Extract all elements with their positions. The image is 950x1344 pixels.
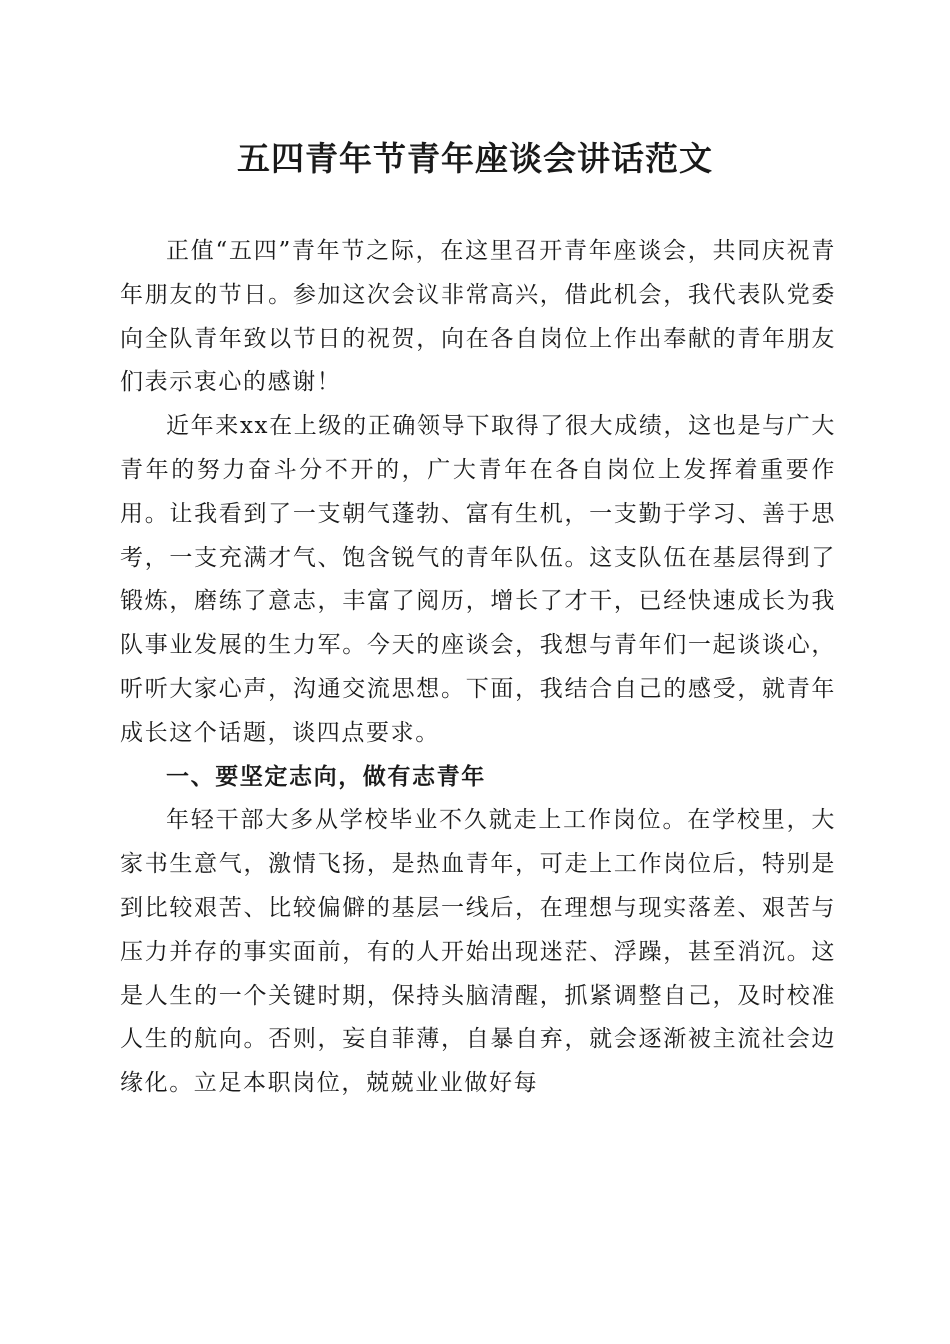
paragraph-section-1: 年轻干部大多从学校毕业不久就走上工作岗位。在学校里，大家书生意气，激情飞扬，是热血青年，可走上工作岗位后，特别是到比较艰苦、比较偏僻的基层一线后，在理想与现实落差、艰苦与压力并存的事实面前，有的人开始出现迷茫、浮躁，甚至消沉。这是人生的一个关键时期，保持头脑清醒，抓紧调整自己，及时校准人生的航向。否则，妄自菲薄，自暴自弃，就会逐渐被主流社会边缘化。立足本职岗位，兢兢业业做好每 <box>120 807 836 1097</box>
paragraph-opening: 正值“五四”青年节之际，在这里召开青年座谈会，共同庆祝青年朋友的节日。参加这次会议非常高兴，借此机会，我代表队党委向全队青年致以节日的祝贺，向在各自岗位上作出奉献的青年朋友们表示衷心的感谢！ <box>120 238 836 396</box>
paragraph-achievements: 近年来xx在上级的正确领导下取得了很大成绩，这也是与广大青年的努力奋斗分不开的，广大青年在各自岗位上发挥着重要作用。让我看到了一支朝气蓬勃、富有生机，一支勤于学习、善于思考，一支充满才气、饱含锐气的青年队伍。这支队伍在基层得到了锻炼，磨练了意志，丰富了阅历，增长了才干，已经快速成长为我队事业发展的生力军。今天的座谈会，我想与青年们一起谈谈心，听听大家心声，沟通交流思想。下面，我结合自己的感受，就青年成长这个话题，谈四点要求。 <box>120 413 836 746</box>
document-title: 五四青年节青年座谈会讲话范文 <box>237 139 713 178</box>
section-heading-1: 一、要坚定志向，做有志青年 <box>166 763 486 790</box>
document-body <box>120 230 836 1106</box>
